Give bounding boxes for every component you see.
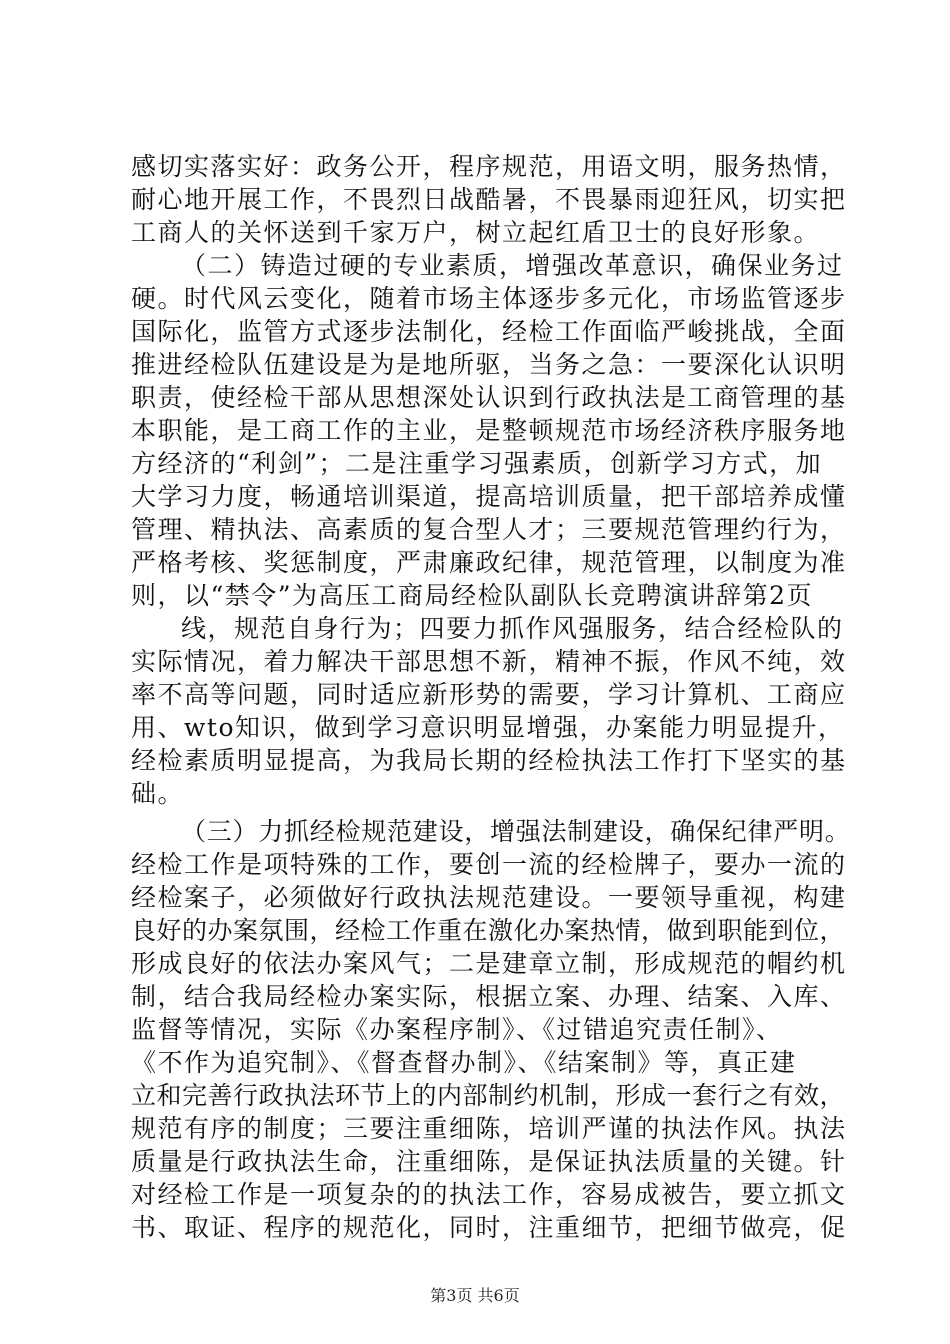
text-line: 方经济的“利剑”；二是注重学习强素质，创新学习方式，加 bbox=[131, 449, 823, 478]
text-line: 经检素质明显提高，为我局长期的经检执法工作打下坚实的基 bbox=[131, 746, 847, 775]
text-line: 质量是行政执法生命，注重细陈，是保证执法质量的关键。针 bbox=[131, 1147, 847, 1176]
text-line: 本职能，是工商工作的主业，是整顿规范市场经济秩序服务地 bbox=[131, 416, 847, 445]
text-line: 经检工作是项特殊的工作，要创一流的经检牌子，要办一流的 bbox=[131, 850, 847, 879]
text-line: 大学习力度，畅通培训渠道，提高培训质量，把干部培养成懂 bbox=[131, 482, 847, 511]
text-line: 对经检工作是一项复杂的的执法工作，容易成被告，要立抓文 bbox=[131, 1180, 847, 1209]
text-line: 良好的办案氛围，经检工作重在激化办案热情，做到职能到位， bbox=[131, 916, 846, 945]
paragraph-start-line: （二）铸造过硬的专业素质，增强改革意识，确保业务过 bbox=[181, 251, 844, 280]
text-line: 监督等情况，实际《办案程序制》、《过错追究责任制》、 bbox=[131, 1015, 783, 1044]
text-line: 规范有序的制度；三要注重细陈，培训严谨的执法作风。执法 bbox=[131, 1114, 847, 1143]
page-footer bbox=[0, 1283, 950, 1306]
text-line: 础。 bbox=[131, 779, 185, 808]
body-text bbox=[131, 150, 851, 1244]
paragraph-start-line: （三）力抓经检规范建设，增强法制建设，确保纪律严明。 bbox=[181, 817, 851, 846]
text-line: 率不高等问题，同时适应新形势的需要，学习计算机、工商应 bbox=[131, 680, 847, 709]
text-line: 制，结合我局经检办案实际，根据立案、办理、结案、入库、 bbox=[131, 982, 847, 1011]
text-line: 实际情况，着力解决干部思想不新，精神不振，作风不纯，效 bbox=[131, 647, 847, 676]
text-line: 《不作为追究制》、《督查督办制》、《结案制》等，真正建 bbox=[131, 1048, 797, 1077]
text-line: 书、取证、程序的规范化，同时，注重细节，把细节做亮，促 bbox=[131, 1213, 847, 1242]
text-line: 严格考核、奖惩制度，严肃廉政纪律，规范管理，以制度为准 bbox=[131, 548, 847, 577]
text-line: 推进经检队伍建设是为是地所驱，当务之急：一要深化认识明 bbox=[131, 350, 847, 379]
text-line: 耐心地开展工作，不畏烈日战酷暑，不畏暴雨迎狂风，切实把 bbox=[131, 185, 847, 214]
text-line: 硬。时代风云变化，随着市场主体逐步多元化，市场监管逐步 bbox=[131, 284, 847, 313]
text-line: 工商人的关怀送到千家万户，树立起红盾卫士的良好形象。 bbox=[131, 218, 821, 247]
text-line: 用、wto知识，做到学习意识明显增强，办案能力明显提升， bbox=[131, 713, 845, 742]
text-line: 感切实落实好：政务公开，程序规范，用语文明，服务热情， bbox=[131, 152, 847, 181]
text-line: 经检案子，必须做好行政执法规范建设。一要领导重视，构建 bbox=[131, 883, 847, 912]
text-line: 则，以“禁令”为高压工商局经检队副队长竞聘演讲辞第2页 bbox=[131, 581, 813, 610]
paragraph-start-line: 线，规范自身行为；四要力抓作风强服务，结合经检队的 bbox=[181, 614, 844, 643]
text-line: 国际化，监管方式逐步法制化，经检工作面临严峻挑战，全面 bbox=[131, 317, 847, 346]
text-line: 职责，使经检干部从思想深处认识到行政执法是工商管理的基 bbox=[131, 383, 847, 412]
text-line: 立和完善行政执法环节上的内部制约机制，形成一套行之有效， bbox=[131, 1081, 846, 1110]
text-line: 形成良好的依法办案风气；二是建章立制，形成规范的帽约机 bbox=[131, 949, 847, 978]
page-number-label: 第3页 共6页 bbox=[430, 1286, 520, 1305]
text-line: 管理、精执法、高素质的复合型人才；三要规范管理约行为， bbox=[131, 515, 847, 544]
